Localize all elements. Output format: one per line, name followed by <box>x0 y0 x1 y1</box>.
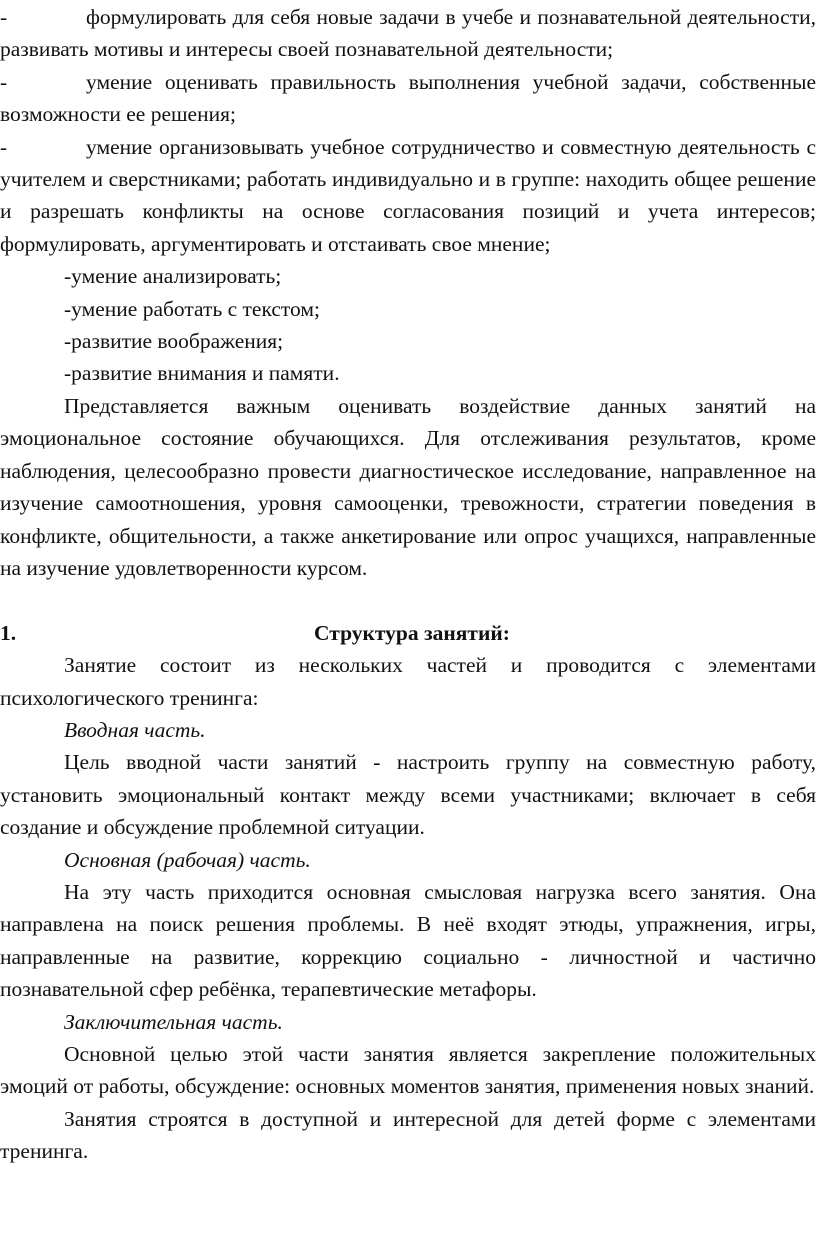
section-heading <box>0 617 816 649</box>
list-item-text: формулировать для себя новые задачи в учебе и познавательной деятельности, развивать мотивы и интересы своей познавательной деятельности; <box>0 5 816 62</box>
list-item: - умение организовывать учебное сотрудничество и совместную деятельность с учителем и сверстниками; работать индивидуально и в группе: находить общее решение и разрешать конфликты на основе согласования позиций и учета интересов; формулировать, аргументировать и отстаивать свое мнение; <box>0 131 816 261</box>
skill-item: -развитие внимания и памяти. <box>64 361 340 386</box>
skill-item: -развитие воображения; <box>64 329 284 354</box>
document-page <box>0 1 816 1168</box>
list-item-text: умение оценивать правильность выполнения учебной задачи, собственные возможности ее решения; <box>0 69 816 127</box>
part-text-final: Основной целью этой части занятия является закрепление положительных эмоций от работы, обсуждение: основных моментов занятия, применения новых знаний. <box>0 1041 816 1099</box>
list-item: - умение оценивать правильность выполнения учебной задачи, собственные возможности ее решения; <box>0 66 816 131</box>
part-text-main: На эту часть приходится основная смысловая нагрузка всего занятия. Она направлена на поиск решения проблемы. В неё входят этюды, упражнения, игры, направленные на развитие, коррекцию социально - личностной и частично познавательной сфер ребёнка, терапевтические метафоры. <box>0 879 816 1002</box>
section-intro: Занятие состоит из нескольких частей и проводится с элементами психологического тренинга: <box>0 653 816 710</box>
part-heading-main: Основная (рабочая) часть. <box>64 847 311 872</box>
part-heading-final: Заключительная часть. <box>64 1009 283 1034</box>
section-number: 1. <box>0 620 17 645</box>
section-title: Структура занятий: <box>314 620 510 645</box>
skill-item: -умение анализировать; <box>64 264 282 289</box>
part-heading-intro: Вводная часть. <box>64 717 206 742</box>
skill-item: -умение работать с текстом; <box>64 296 320 321</box>
part-text-intro: Цель вводной части занятий - настроить группу на совместную работу, установить эмоциональный контакт между всеми участниками; включает в себя создание и обсуждение проблемной ситуации. <box>0 750 816 840</box>
list-item: - формулировать для себя новые задачи в учебе и познавательной деятельности, развивать мотивы и интересы своей познавательной деятельности; <box>0 1 816 66</box>
closing-paragraph: Занятия строятся в доступной и интересной для детей форме с элементами тренинга. <box>0 1106 816 1164</box>
assessment-paragraph: Представляется важным оценивать воздействие данных занятий на эмоциональное состояние обучающихся. Для отслеживания результатов, кроме наблюдения, целесообразно провести диагностическое исследование, направленное на изучение самоотношения, уровня самооценки, тревожности, стратегии поведения в конфликте, общительности, а также анкетирование или опрос учащихся, направленные на изучение удовлетворенности курсом. <box>0 393 816 580</box>
list-item-text: умение организовывать учебное сотрудничество и совместную деятельность с учителем и сверстниками; работать индивидуально и в группе: находить общее решение и разрешать конфликты на основе согласования позиций и учета интересов; формулировать, аргументировать и отстаивать свое мнение; <box>0 134 816 256</box>
